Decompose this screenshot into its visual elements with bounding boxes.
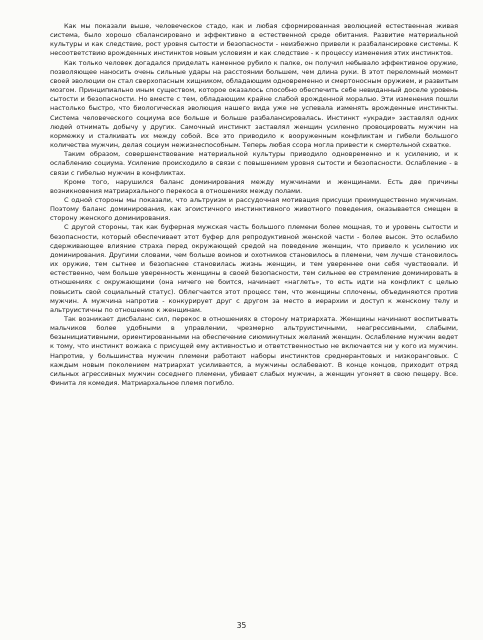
paragraph-5: С одной стороны мы показали, что альтруизм и рассудочная мотивация присущи преимущественно мужчинам. Поэтому баланс доминирования, как эгоистичного инстинктивного животного поведения, оказывается смещен в сторону женского доминирования. <box>50 195 458 223</box>
paragraph-3: Таким образом, совершенствование материальной культуры приводило одновременно и к усилению, и к ослаблению социума. Усиление происходило в связи с повышением уровня сытости и безопасности. Ослабление - в связи с гибелью мужчин в конфликтах. <box>50 150 458 177</box>
paragraph-2: Как только человек догадался приделать каменное рубило к палке, он получил небывало эффективное оружие, позволяющее наносить очень сильные удары на расстоянии большем, чем длина руки. В этот переломный момент своей эволюции он стал сверхопасным хищником, обладающим одновременно и смертоносным оружием, и развитым мозгом. Принципиально иным существом, которое оказалось способно обеспечить себе невиданный доселе уровень сытости и безопасности. Но вместе с тем, обладающим крайне слабой врожденной моралью. Эти изменения пошли настолько быстро, что биологическая эволюция нашего вида уже не успевала изменять врожденные инстинкты. Система человеческого социума все больше и больше разбалансировалась. Инстинкт «укради» заставлял одних людей отнимать добычу у других. Самочный инстинкт заставлял женщин усиленно провоцировать мужчин на кормежку и сталкивать их между собой. Все это приводило к вооруженным конфликтам и гибели большого количества мужчин, делая социум нежизнеспособным. Теперь любая ссора могла привести к смертельной схватке. <box>50 58 458 150</box>
paragraph-7: Так возникает дисбаланс сил, перекос в отношениях в сторону матриархата. Женщины начинают воспитывать мальчиков более удобными в управлении, чрезмерно альтруистичными, неагрессивными, слабыми, безынициативными, ориентированными на обеспечение сиюминутных желаний женщин. Ослабление мужчин ведет к тому, что инстинкт вожака с присущей ему активностью и ответственностью не включается ни у кого из мужчин. Напротив, у большинства мужчин племени работают наборы инстинктов среднерантовых и низкоранговых. С каждым новым поколением матриархат усиливается, а мужчины ослабевают. В конце концов, приходит отряд сильных агрессивных мужчин соседнего племени, убивает слабых мужчин, а женщин угоняет в свою пещеру. Все. Финита ля комедия. Матриархальное племя погибло. <box>50 315 458 388</box>
document-body <box>50 22 458 388</box>
page-number: 35 <box>236 621 247 630</box>
paragraph-6: С другой стороны, так как буферная мужская часть большого племени более мощная, то и уровень сытости и безопасности, который обеспечивает этот буфер для репродуктивной женской части - более высок. Это ослабило сдерживающее влияние страха перед окружающей средой на поведение женщин, что привело к усилению их доминирования. Другими словами, чем больше воинов и охотников становилось в племени, чем лучше становилось их оружие, тем сытнее и безопаснее становилась жизнь женщин, и тем увереннее они себя чувствовали. И естественно, чем больше уверенность женщины в своей безопасности, тем сильнее ее стремление доминировать в отношениях с окружающими (она ничего не боится, начинает «наглеть», то есть идти на конфликт с целью повысить свой социальный статус). Облегчается этот процесс тем, что женщины сплочены, объединяются против мужчин. А мужчина напротив - конкурирует друг с другом за место в иерархии и доступ к женскому телу и альтруистичны по отношению к женщинам. <box>50 223 458 314</box>
paragraph-4: Кроме того, нарушился баланс доминирования между мужчинами и женщинами. Есть две причины возникновения матриархального перекоса в отношениях между полами. <box>50 177 458 195</box>
paragraph-1: Как мы показали выше, человеческое стадо, как и любая сформированная эволюцией естественная живая система, было хорошо сбалансировано и эффективно в естественной среде обитания. Развитие материальной культуры и как следствие, рост уровня сытости и безопасности - неизбежно привели к разбалансировке системы. К несоответствию врожденных инстинктов новым условиям и как следствие - к процессу изменения этих инстинктов. <box>50 22 458 58</box>
